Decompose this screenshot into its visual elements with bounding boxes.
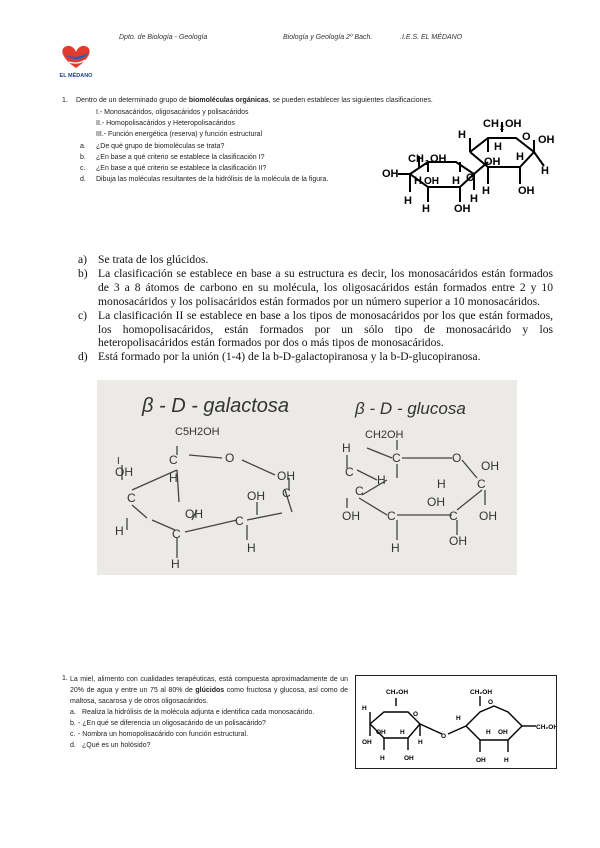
classification-ii: II.- Homopolisacáridos y Heteropolisacáridos [96, 120, 235, 127]
svg-text:CH₂OH: CH₂OH [470, 689, 493, 696]
svg-text:H: H [504, 757, 509, 764]
svg-text:C5H2OH: C5H2OH [175, 426, 220, 438]
svg-text:C: C [235, 514, 244, 528]
sucrose-structure-figure [355, 675, 557, 769]
answer-b: b) La clasificación se establece en base a su estructura es decir, los monosacáridos están formados de 3 a 8 átomos de carbono en su molécula, los oligosacáridos están formados entre 2 y 10 monosacáridos y los polisacáridos están formados por un número superior a 10 monosacáridos. [78, 266, 553, 308]
answer-a: a) Se trata de los glúcidos. [78, 253, 209, 266]
svg-text:O: O [225, 451, 235, 465]
q1-item-d: Dibuja las moléculas resultantes de la hidrólisis de la molécula de la figura. [96, 176, 329, 183]
svg-text:H: H [400, 729, 405, 736]
svg-text:H: H [541, 165, 549, 177]
q1-item-c-letter: c. [80, 165, 86, 172]
svg-text:OH: OH [115, 465, 133, 479]
svg-text:OH: OH [479, 509, 497, 523]
svg-text:OH: OH [424, 176, 439, 187]
svg-text:H: H [342, 441, 351, 455]
logo-text: EL MÉDANO [59, 73, 93, 79]
svg-text:CH₂OH: CH₂OH [386, 689, 409, 696]
svg-text:OH: OH [427, 495, 445, 509]
svg-text:OH: OH [404, 755, 414, 762]
svg-text:O: O [413, 711, 419, 718]
svg-text:OH: OH [449, 534, 467, 548]
svg-text:H: H [470, 193, 478, 205]
svg-text:O: O [466, 172, 475, 184]
question-2-number: 1. [62, 675, 68, 682]
svg-text:OH: OH [430, 153, 447, 165]
svg-text:OH: OH [484, 156, 501, 168]
svg-text:OH: OH [538, 134, 555, 146]
q2-item-d-letter: d. [70, 742, 76, 749]
svg-text:OH: OH [481, 459, 499, 473]
svg-text:H: H [404, 195, 412, 207]
q1-item-b-letter: b. [80, 154, 86, 161]
svg-text:CH₂OH: CH₂OH [536, 724, 556, 731]
galactosa-atoms [115, 426, 295, 571]
q2-item-c-letter: c. [70, 731, 76, 738]
svg-text:H: H [456, 715, 461, 722]
svg-text:H: H [247, 541, 256, 555]
svg-text:O: O [441, 733, 447, 740]
svg-text:H: H [391, 541, 400, 555]
svg-text:OH: OH [342, 509, 360, 523]
svg-text:O: O [488, 699, 494, 706]
lactose-structure-figure [378, 112, 578, 237]
svg-text:OH: OH [518, 185, 535, 197]
svg-text:OH: OH [362, 739, 372, 746]
svg-text:H: H [115, 524, 124, 538]
svg-text:OH: OH [476, 757, 486, 764]
svg-text:H: H [380, 755, 385, 762]
svg-text:C: C [172, 527, 181, 541]
q1-item-c: ¿En base a qué criterio se establece la clasificación II? [96, 165, 267, 172]
svg-text:H: H [418, 739, 423, 746]
svg-text:O: O [522, 131, 531, 143]
handwritten-title-glucosa: β - D - glucosa [355, 399, 466, 418]
handwritten-hydrolysis-photo [97, 380, 517, 575]
svg-text:C: C [345, 465, 354, 479]
answers-list [78, 253, 553, 364]
svg-text:OH: OH [277, 469, 295, 483]
question-1-number: 1. [62, 97, 68, 104]
svg-text:C: C [355, 484, 364, 498]
svg-text:H: H [169, 471, 178, 485]
svg-text:C: C [169, 453, 178, 467]
svg-text:C: C [282, 486, 291, 500]
svg-text:H: H [516, 151, 524, 163]
svg-text:O: O [452, 451, 462, 465]
answer-c: c) La clasificación II se establece en base a los tipos de monosacáridos por los que están formados, los homopolisacáridos, están formados por un sólo tipo de monosacárido y los heteropolisacáridos están formados por dos o más tipos de monosacáridos. [78, 308, 553, 350]
question-1-intro: Dentro de un determinado grupo de biomoléculas orgánicas, se pueden establecer las siguientes clasificaciones. [76, 97, 433, 104]
q1-item-a-letter: a. [80, 143, 86, 150]
header-school: .I.E.S. EL MÉDANO [400, 34, 463, 41]
svg-text:2: 2 [500, 125, 504, 132]
svg-text:H: H [486, 729, 491, 736]
svg-text:H: H [377, 473, 386, 487]
svg-text:H: H [458, 129, 466, 141]
q2-item-c: - Nombra un homopolisacárido con función estructural. [78, 731, 249, 738]
svg-text:OH: OH [376, 729, 386, 736]
svg-text:2: 2 [425, 160, 429, 167]
header-department: Dpto. de Biología - Geología [119, 34, 208, 41]
q1-item-d-letter: d. [80, 176, 86, 183]
svg-text:I: I [117, 456, 120, 467]
svg-text:H: H [482, 185, 490, 197]
svg-text:C: C [449, 509, 458, 523]
svg-text:C: C [477, 477, 486, 491]
svg-text:OH: OH [247, 489, 265, 503]
classification-iii: III.- Función energética (reserva) y función estructural [96, 131, 263, 138]
svg-text:CH: CH [483, 118, 499, 130]
svg-text:OH: OH [382, 168, 399, 180]
classification-i: I.- Monosacáridos, oligosacáridos y polisacáridos [96, 109, 249, 116]
svg-text:OH: OH [454, 203, 471, 215]
svg-text:CH2OH: CH2OH [365, 429, 404, 441]
svg-text:H: H [422, 203, 430, 215]
question-2-intro: La miel, alimento con cualidades terapéuticas, está compuesta aproximadamente de un 20% de agua y entre un 75 al 80% de glúcidos como fructosa y glucosa, así como de maltosa, sacarosa y de otros oligosacáridos. [70, 676, 348, 705]
q2-item-d: ¿Qué es un holósido? [82, 742, 151, 749]
handwritten-title-galactosa: β - D - galactosa [142, 395, 290, 417]
glucosa-atoms [342, 429, 499, 555]
svg-text:H: H [171, 557, 180, 571]
q1-item-b: ¿En base a qué criterio se establece la clasificación I? [96, 154, 265, 161]
svg-text:H: H [414, 175, 422, 187]
svg-text:CH: CH [408, 153, 424, 165]
answer-d: d) Está formado por la unión (1-4) de la b-D-galactopiranosa y la b-D-glucopiranosa. [78, 350, 481, 364]
svg-text:OH: OH [505, 118, 522, 130]
svg-text:C: C [387, 509, 396, 523]
q2-item-b-letter: b. [70, 720, 76, 727]
svg-text:OH: OH [185, 507, 203, 521]
lactose-atom-labels [382, 118, 555, 215]
svg-text:H: H [437, 477, 446, 491]
svg-text:C: C [127, 491, 136, 505]
q1-item-a: ¿De qué grupo de biomoléculas se trata? [96, 143, 225, 150]
svg-text:C: C [392, 451, 401, 465]
q2-item-a: Realiza la hidrólisis de la molécula adjunta e identifica cada monosacárido. [82, 709, 315, 716]
school-logo [55, 42, 97, 82]
q2-item-a-letter: a. [70, 709, 76, 716]
svg-text:H: H [362, 705, 367, 712]
q2-item-b: - ¿En qué se diferencia un oligosacárido de un polisacárido? [78, 720, 266, 727]
svg-text:OH: OH [498, 729, 508, 736]
header-course: Biología y Geología 2º Bach. [283, 34, 373, 41]
svg-text:H: H [494, 141, 502, 153]
svg-text:H: H [452, 175, 460, 187]
